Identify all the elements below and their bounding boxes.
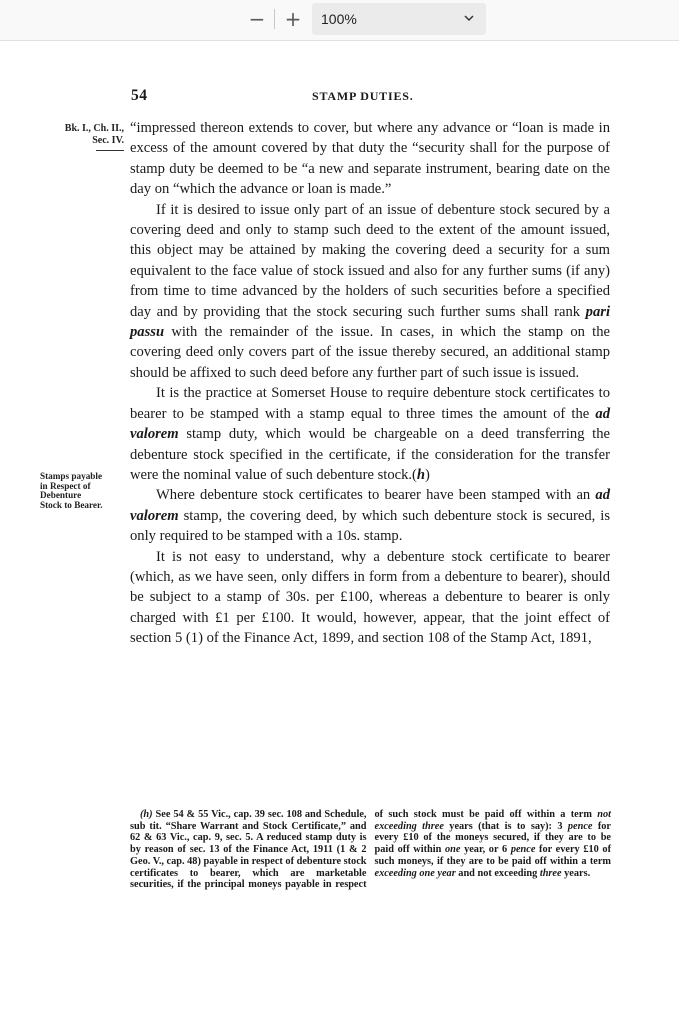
side-note-line: Stock to Bearer. [40,499,103,510]
margin-rule [96,150,124,151]
plus-icon: + [284,7,302,31]
body-text [130,118,610,649]
margin-reference [40,123,124,151]
paragraph: It is not easy to understand, why a debenture stock certificate to bearer (which, as we have seen, only differs in form from a debenture to bearer), should be subject to a stamp of 30s. per £100, whereas a debenture to bearer is only charged with £1 per £100. It would, however, appear, that the joint effect of section 5 (1) of the Finance Act, 1899, and section 108 of the Stamp Act, 1891, [130,548,610,647]
margin-reference-line: Sec. IV. [92,135,124,146]
running-head: STAMP DUTIES. [312,89,414,103]
side-note [40,472,124,510]
side-note-line: Stamps payable [40,471,103,481]
toolbar-divider [274,9,275,29]
minus-icon: − [248,7,266,31]
side-note-line: Debenture [40,490,82,500]
footnote-text: (h) See 54 & 55 Vic., cap. 39 sec. 108 and Schedule, sub tit. “Share Warrant and Stock Certificate,” and 62 & 63 Vic., cap. 9, sec. 5. A reduced stamp duty is by reason of sec. 13 of the Finance Act, 1911 (1 & 2 Geo. V., cap. 48) payable in respect of debenture stock certificates to bearer, which are marketable securities, if the principal moneys payable in respect of such stock must be paid off within a term not exceeding three years (that is to say): 3 pence for every £10 of the moneys secured, if they are to be paid off within one year, or 6 pence for every £10 of such moneys, if they are to be paid off within a term exceeding one year and not exceeding three years. [130,809,612,891]
paragraph: Where debenture stock certificates to bearer have been stamped with an ad valorem stamp, the covering deed, by which such debenture stock is secured, is only required to be stamped with a 10s. stamp. [130,487,610,545]
footnote-reference[interactable]: h [416,466,426,483]
paragraph: It is the practice at Somerset House to require debenture stock certificates to bearer to be stamped with a stamp equal to three times the amount of the ad valorem stamp duty, which would be chargeable on a deed transferring the debenture stock specified in the certificate, if the consideration for the transfer were the nominal value of such debenture stock.(h) [130,385,610,483]
footnote-mark: (h) [140,809,153,820]
zoom-out-button[interactable] [245,6,269,32]
zoom-select[interactable] [312,3,486,35]
page-number: 54 [131,87,148,104]
zoom-in-button[interactable] [281,6,305,32]
paragraph: “impressed thereon extends to cover, but where any advance or “loan is made in excess of the amount covered by that duty the “security shall for the purpose of stamp duty be deemed to be “a new and separate instrument, bearing date on the day on “which the advance or loan is made.” [130,120,610,198]
pdf-toolbar [0,0,679,41]
side-note-line: in Respect of [40,480,91,491]
document-page [0,41,679,1024]
paragraph: If it is desired to issue only part of an issue of debenture stock secured by a covering deed and only to stamp such deed to the extent of the amount issued, this object may be attained by making the covering deed a security for a sum equivalent to the face value of stock issued and also for any further sums (if any) from time to time advanced by the holders of such securities before a specified day and by providing that the stock securing such further sums shall rank pari passu with the remainder of the issue. In cases, in which the stamp on the covering deed only covers part of the issue thereby secured, an additional stamp should be affixed to such deed before any further part of such issue is issued. [130,201,610,381]
margin-reference-line: Bk. I., Ch. II., [64,123,124,134]
chevron-down-icon [464,15,474,22]
zoom-value: 100% [321,11,357,27]
footnote [130,809,611,891]
